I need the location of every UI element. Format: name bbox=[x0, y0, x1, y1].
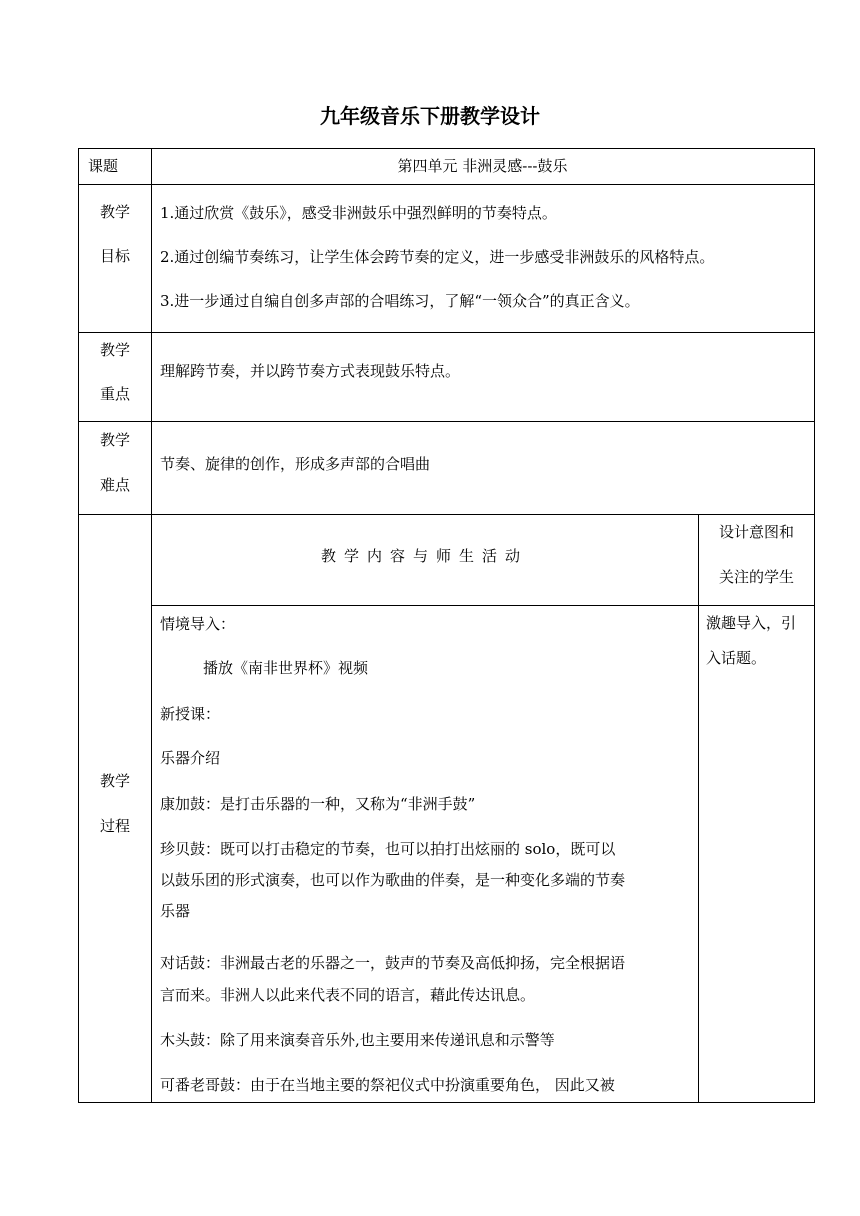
row-divider-keypoints bbox=[79, 421, 814, 422]
topic-label: 课题 bbox=[88, 157, 119, 175]
process-intent-header-2: 关注的学生 bbox=[718, 568, 794, 586]
process-label-2: 过程 bbox=[99, 817, 130, 835]
keypoints-value: 理解跨节奏，并以跨节奏方式表现鼓乐特点。 bbox=[160, 362, 461, 380]
lesson-plan-table bbox=[78, 148, 815, 1103]
process-line: 珍贝鼓：既可以打击稳定的节奏，也可以拍打出炫丽的 solo，既可以 bbox=[160, 840, 616, 858]
row-divider-difficulties bbox=[79, 514, 814, 515]
intent-column-divider bbox=[698, 514, 699, 1102]
topic-value: 第四单元 非洲灵感---鼓乐 bbox=[397, 157, 568, 175]
goals-label-1: 教学 bbox=[99, 203, 130, 221]
row-divider-topic bbox=[79, 184, 814, 185]
difficulties-label-2: 难点 bbox=[99, 476, 130, 494]
process-label-1: 教学 bbox=[99, 772, 130, 790]
process-line: 新授课： bbox=[160, 705, 221, 723]
process-line: 以鼓乐团的形式演奏，也可以作为歌曲的伴奏，是一种变化多端的节奏 bbox=[160, 871, 626, 889]
goal-item-3: 3.进一步通过自编自创多声部的合唱练习，了解“一领众合”的真正含义。 bbox=[160, 292, 640, 310]
document-title: 九年级音乐下册教学设计 bbox=[320, 104, 540, 128]
process-intent-2: 入话题。 bbox=[706, 649, 767, 667]
process-intent-1: 激趣导入，引 bbox=[706, 614, 797, 632]
difficulties-label-1: 教学 bbox=[99, 431, 130, 449]
process-line: 情境导入： bbox=[160, 615, 236, 633]
process-line: 木头鼓：除了用来演奏音乐外,也主要用来传递讯息和示警等 bbox=[160, 1031, 555, 1049]
label-column-divider bbox=[151, 149, 152, 1102]
goal-item-1: 1.通过欣赏《鼓乐》，感受非洲鼓乐中强烈鲜明的节奏特点。 bbox=[160, 204, 557, 222]
process-line: 乐器介绍 bbox=[160, 749, 221, 767]
process-content-header: 教学内容与师生活动 bbox=[320, 547, 528, 565]
difficulties-value: 节奏、旋律的创作，形成多声部的合唱曲 bbox=[160, 455, 431, 473]
process-line: 对话鼓：非洲最古老的乐器之一，鼓声的节奏及高低抑扬，完全根据语 bbox=[160, 954, 626, 972]
process-header-divider bbox=[151, 605, 814, 606]
goal-item-2: 2.通过创编节奏练习，让学生体会跨节奏的定义，进一步感受非洲鼓乐的风格特点。 bbox=[160, 248, 715, 266]
row-divider-goals bbox=[79, 332, 814, 333]
goals-label-2: 目标 bbox=[99, 247, 130, 265]
process-line: 康加鼓：是打击乐器的一种，又称为“非洲手鼓” bbox=[160, 795, 476, 813]
process-line: 可番老哥鼓：由于在当地主要的祭祀仪式中扮演重要角色， 因此又被 bbox=[160, 1076, 615, 1094]
keypoints-label-2: 重点 bbox=[99, 385, 130, 403]
process-intent-header-1: 设计意图和 bbox=[718, 523, 794, 541]
process-line: 乐器 bbox=[160, 902, 191, 920]
process-line: 播放《南非世界杯》视频 bbox=[203, 659, 369, 677]
keypoints-label-1: 教学 bbox=[99, 341, 130, 359]
process-line: 言而来。非洲人以此来代表不同的语言，藉此传达讯息。 bbox=[160, 986, 536, 1004]
